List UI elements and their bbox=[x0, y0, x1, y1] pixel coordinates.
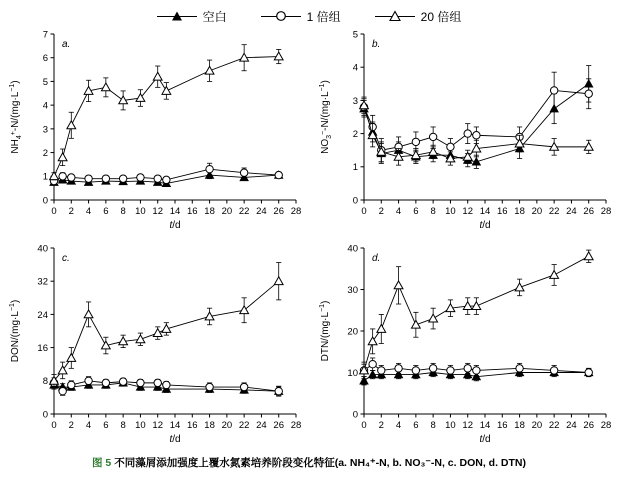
svg-text:16: 16 bbox=[496, 206, 508, 217]
svg-text:10: 10 bbox=[445, 420, 456, 431]
svg-text:18: 18 bbox=[204, 420, 215, 431]
svg-text:0: 0 bbox=[51, 206, 57, 217]
svg-text:14: 14 bbox=[479, 420, 491, 431]
chart-panel-no3n bbox=[316, 24, 616, 234]
chart-panel-don bbox=[6, 238, 306, 448]
svg-text:a.: a. bbox=[62, 39, 71, 50]
legend-item-1 bbox=[261, 8, 341, 25]
svg-text:14: 14 bbox=[479, 206, 491, 217]
svg-text:t/d: t/d bbox=[479, 220, 491, 231]
svg-text:4: 4 bbox=[42, 100, 48, 112]
svg-text:24: 24 bbox=[566, 420, 577, 431]
svg-text:22: 22 bbox=[548, 420, 560, 431]
svg-text:16: 16 bbox=[37, 343, 48, 354]
svg-text:12: 12 bbox=[152, 206, 164, 217]
svg-text:18: 18 bbox=[204, 206, 215, 217]
legend-label-1: 1 倍组 bbox=[306, 9, 341, 24]
svg-text:t/d: t/d bbox=[169, 434, 181, 445]
svg-text:40: 40 bbox=[37, 243, 48, 255]
svg-text:d.: d. bbox=[372, 253, 381, 264]
svg-text:2: 2 bbox=[352, 129, 358, 140]
svg-text:14: 14 bbox=[169, 420, 181, 431]
figure-caption-text: 不同藻屑添加强度上覆水氮素培养阶段变化特征(a. NH₄⁺-N, b. NO₃⁻-N, c. DON, d. DTN) bbox=[114, 457, 526, 469]
svg-text:24: 24 bbox=[566, 206, 577, 217]
svg-text:30: 30 bbox=[347, 284, 358, 296]
legend-marker-filled-triangle bbox=[157, 11, 197, 21]
svg-text:c.: c. bbox=[62, 253, 70, 264]
svg-text:22: 22 bbox=[238, 206, 250, 217]
svg-text:3: 3 bbox=[352, 95, 358, 107]
svg-text:0: 0 bbox=[352, 195, 358, 207]
svg-text:28: 28 bbox=[600, 420, 612, 431]
svg-text:0: 0 bbox=[42, 195, 48, 207]
svg-text:22: 22 bbox=[238, 420, 250, 431]
legend-marker-open-circle bbox=[261, 11, 301, 21]
svg-text:24: 24 bbox=[37, 309, 48, 321]
svg-text:4: 4 bbox=[352, 62, 358, 74]
svg-text:10: 10 bbox=[135, 420, 146, 431]
svg-text:32: 32 bbox=[37, 276, 48, 288]
svg-text:0: 0 bbox=[51, 420, 57, 431]
legend-label-2: 20 倍组 bbox=[420, 9, 462, 24]
svg-text:10: 10 bbox=[445, 206, 456, 217]
svg-text:12: 12 bbox=[462, 420, 474, 431]
svg-text:26: 26 bbox=[583, 420, 595, 431]
svg-text:28: 28 bbox=[600, 206, 612, 217]
svg-text:20: 20 bbox=[221, 420, 233, 431]
svg-text:b.: b. bbox=[372, 39, 381, 50]
svg-text:16: 16 bbox=[186, 206, 198, 217]
svg-text:4: 4 bbox=[395, 206, 402, 217]
svg-text:20: 20 bbox=[531, 206, 543, 217]
svg-text:8: 8 bbox=[42, 376, 48, 388]
svg-text:24: 24 bbox=[256, 420, 267, 431]
svg-text:8: 8 bbox=[120, 206, 126, 217]
svg-text:26: 26 bbox=[273, 206, 285, 217]
svg-text:2: 2 bbox=[378, 206, 384, 217]
legend-item-2 bbox=[375, 8, 462, 25]
svg-text:18: 18 bbox=[514, 420, 525, 431]
svg-text:DON/(mg·L−1): DON/$(mg\cdot L^{-1})$ bbox=[9, 299, 21, 363]
svg-text:2: 2 bbox=[68, 420, 74, 431]
svg-text:10: 10 bbox=[135, 206, 146, 217]
svg-text:2: 2 bbox=[68, 206, 74, 217]
figure-number: 图 5 bbox=[92, 457, 112, 469]
svg-text:5: 5 bbox=[42, 76, 48, 88]
chart-legend bbox=[0, 6, 618, 26]
svg-text:2: 2 bbox=[378, 420, 384, 431]
svg-text:7: 7 bbox=[42, 29, 48, 41]
svg-text:4: 4 bbox=[395, 420, 402, 431]
svg-text:0: 0 bbox=[361, 206, 367, 217]
svg-text:5: 5 bbox=[352, 29, 358, 41]
svg-text:20: 20 bbox=[221, 206, 233, 217]
svg-text:16: 16 bbox=[496, 420, 508, 431]
svg-text:28: 28 bbox=[290, 206, 302, 217]
svg-text:NO3−-N/(mg·L−1): $NO_3^--N/(mg\cdot L^{-1})$ bbox=[319, 80, 333, 154]
svg-text:12: 12 bbox=[152, 420, 164, 431]
svg-text:14: 14 bbox=[169, 206, 181, 217]
svg-text:28: 28 bbox=[290, 420, 302, 431]
svg-text:6: 6 bbox=[413, 206, 419, 217]
svg-text:16: 16 bbox=[186, 420, 198, 431]
svg-text:4: 4 bbox=[85, 206, 92, 217]
svg-text:8: 8 bbox=[430, 206, 436, 217]
svg-text:26: 26 bbox=[273, 420, 285, 431]
svg-text:3: 3 bbox=[42, 124, 48, 136]
svg-text:10: 10 bbox=[347, 367, 358, 379]
svg-text:0: 0 bbox=[352, 409, 358, 421]
svg-text:18: 18 bbox=[514, 206, 525, 217]
svg-text:20: 20 bbox=[347, 326, 358, 338]
svg-text:12: 12 bbox=[462, 206, 474, 217]
svg-text:t/d: t/d bbox=[479, 434, 491, 445]
svg-text:0: 0 bbox=[361, 420, 367, 431]
svg-text:NH4+-N/(mg·L−1): $NH_4^+-N/(mg\cdot L^{-1})$ bbox=[9, 80, 23, 154]
svg-text:8: 8 bbox=[430, 420, 436, 431]
svg-text:2: 2 bbox=[42, 147, 48, 159]
svg-text:40: 40 bbox=[347, 243, 358, 255]
figure-caption bbox=[0, 455, 618, 470]
legend-item-0 bbox=[157, 8, 227, 25]
svg-text:DTN/(mg·L−1): DTN/$(mg\cdot L^{-1})$ bbox=[319, 300, 331, 362]
svg-text:8: 8 bbox=[120, 420, 126, 431]
svg-text:6: 6 bbox=[103, 420, 109, 431]
svg-text:1: 1 bbox=[352, 162, 358, 174]
svg-text:20: 20 bbox=[531, 420, 543, 431]
svg-text:t/d: t/d bbox=[169, 220, 181, 231]
svg-text:24: 24 bbox=[256, 206, 267, 217]
svg-text:6: 6 bbox=[103, 206, 109, 217]
svg-text:0: 0 bbox=[42, 409, 48, 421]
chart-panel-nh4n bbox=[6, 24, 306, 234]
legend-label-0: 空白 bbox=[202, 9, 227, 24]
svg-text:6: 6 bbox=[42, 53, 48, 65]
legend-marker-open-triangle bbox=[375, 11, 415, 21]
svg-text:26: 26 bbox=[583, 206, 595, 217]
svg-text:6: 6 bbox=[413, 420, 419, 431]
svg-text:4: 4 bbox=[85, 420, 92, 431]
svg-text:22: 22 bbox=[548, 206, 560, 217]
chart-panel-dtn bbox=[316, 238, 616, 448]
svg-text:1: 1 bbox=[42, 171, 48, 183]
